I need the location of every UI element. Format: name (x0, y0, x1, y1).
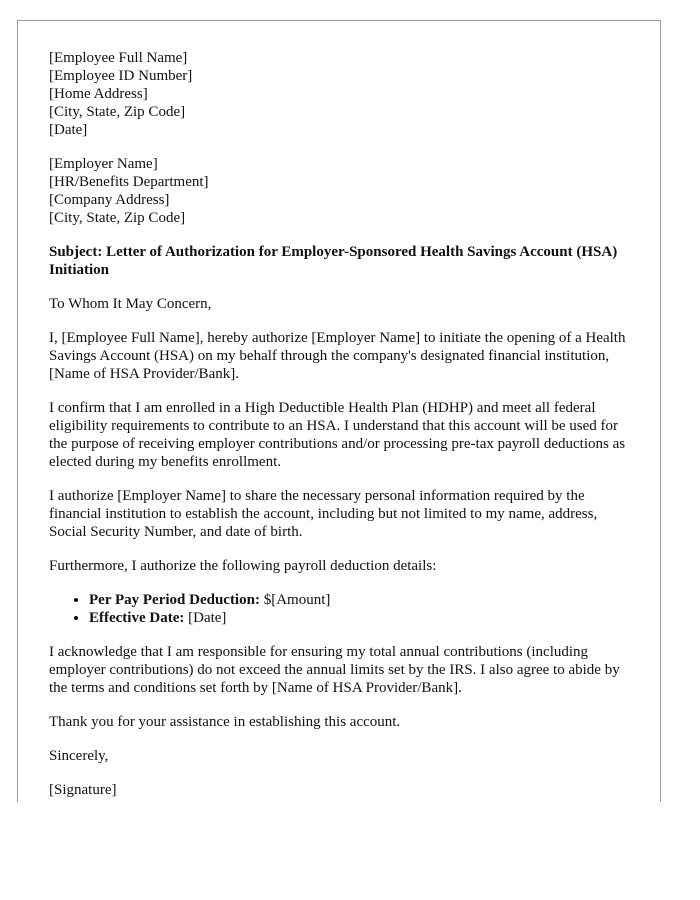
sender-address-block (49, 49, 630, 139)
recipient-address: [Company Address] (49, 192, 170, 208)
deduction-label-amount: Per Pay Period Deduction: (89, 592, 260, 608)
signature-placeholder: [Signature] (49, 782, 117, 798)
recipient-department: [HR/Benefits Department] (49, 174, 209, 190)
subject-line: Subject: Letter of Authorization for Employer-Sponsored Health Savings Account (HSA) Initiation (49, 244, 618, 278)
deduction-label-effective-date: Effective Date: (89, 610, 185, 626)
deduction-list (49, 591, 630, 627)
letter-date: [Date] (49, 122, 88, 138)
deduction-item-amount (89, 591, 630, 609)
sender-city: [City, State, Zip Code] (49, 104, 186, 120)
sender-address: [Home Address] (49, 86, 148, 102)
deduction-item-effective-date (89, 609, 630, 627)
letter-page (17, 20, 661, 802)
body-paragraph-deduction-intro: Furthermore, I authorize the following payroll deduction details: (49, 558, 437, 574)
recipient-address-block (49, 155, 630, 227)
body-paragraph-information-sharing: I authorize [Employer Name] to share the necessary personal information required by the financial institution to establish the account, including but not limited to my name, address, Social Security Number, and date of birth. (49, 488, 598, 540)
deduction-value-effective-date: [Date] (184, 610, 227, 626)
sender-name: [Employee Full Name] (49, 50, 188, 66)
sender-id: [Employee ID Number] (49, 68, 193, 84)
recipient-city: [City, State, Zip Code] (49, 210, 186, 226)
body-paragraph-eligibility: I confirm that I am enrolled in a High Deductible Health Plan (HDHP) and meet all federal eligibility requirements to contribute to an HSA. I understand that this account will be used for the purpose of receiving employer contributions and/or processing pre-tax payroll deductions as elected during my benefits enrollment. (49, 400, 626, 470)
salutation: To Whom It May Concern, (49, 296, 212, 312)
signoff: Sincerely, (49, 748, 109, 764)
body-paragraph-authorization: I, [Employee Full Name], hereby authorize [Employer Name] to initiate the opening of a Health Savings Account (HSA) on my behalf through the company's designated financial institution, [Name of HSA Provider/Bank]. (49, 330, 626, 382)
body-paragraph-thanks: Thank you for your assistance in establishing this account. (49, 714, 401, 730)
body-paragraph-acknowledgement: I acknowledge that I am responsible for ensuring my total annual contributions (including employer contributions) do not exceed the annual limits set by the IRS. I also agree to abide by the terms and conditions set forth by [Name of HSA Provider/Bank]. (49, 644, 620, 696)
recipient-name: [Employer Name] (49, 156, 158, 172)
deduction-value-amount: $[Amount] (259, 592, 331, 608)
